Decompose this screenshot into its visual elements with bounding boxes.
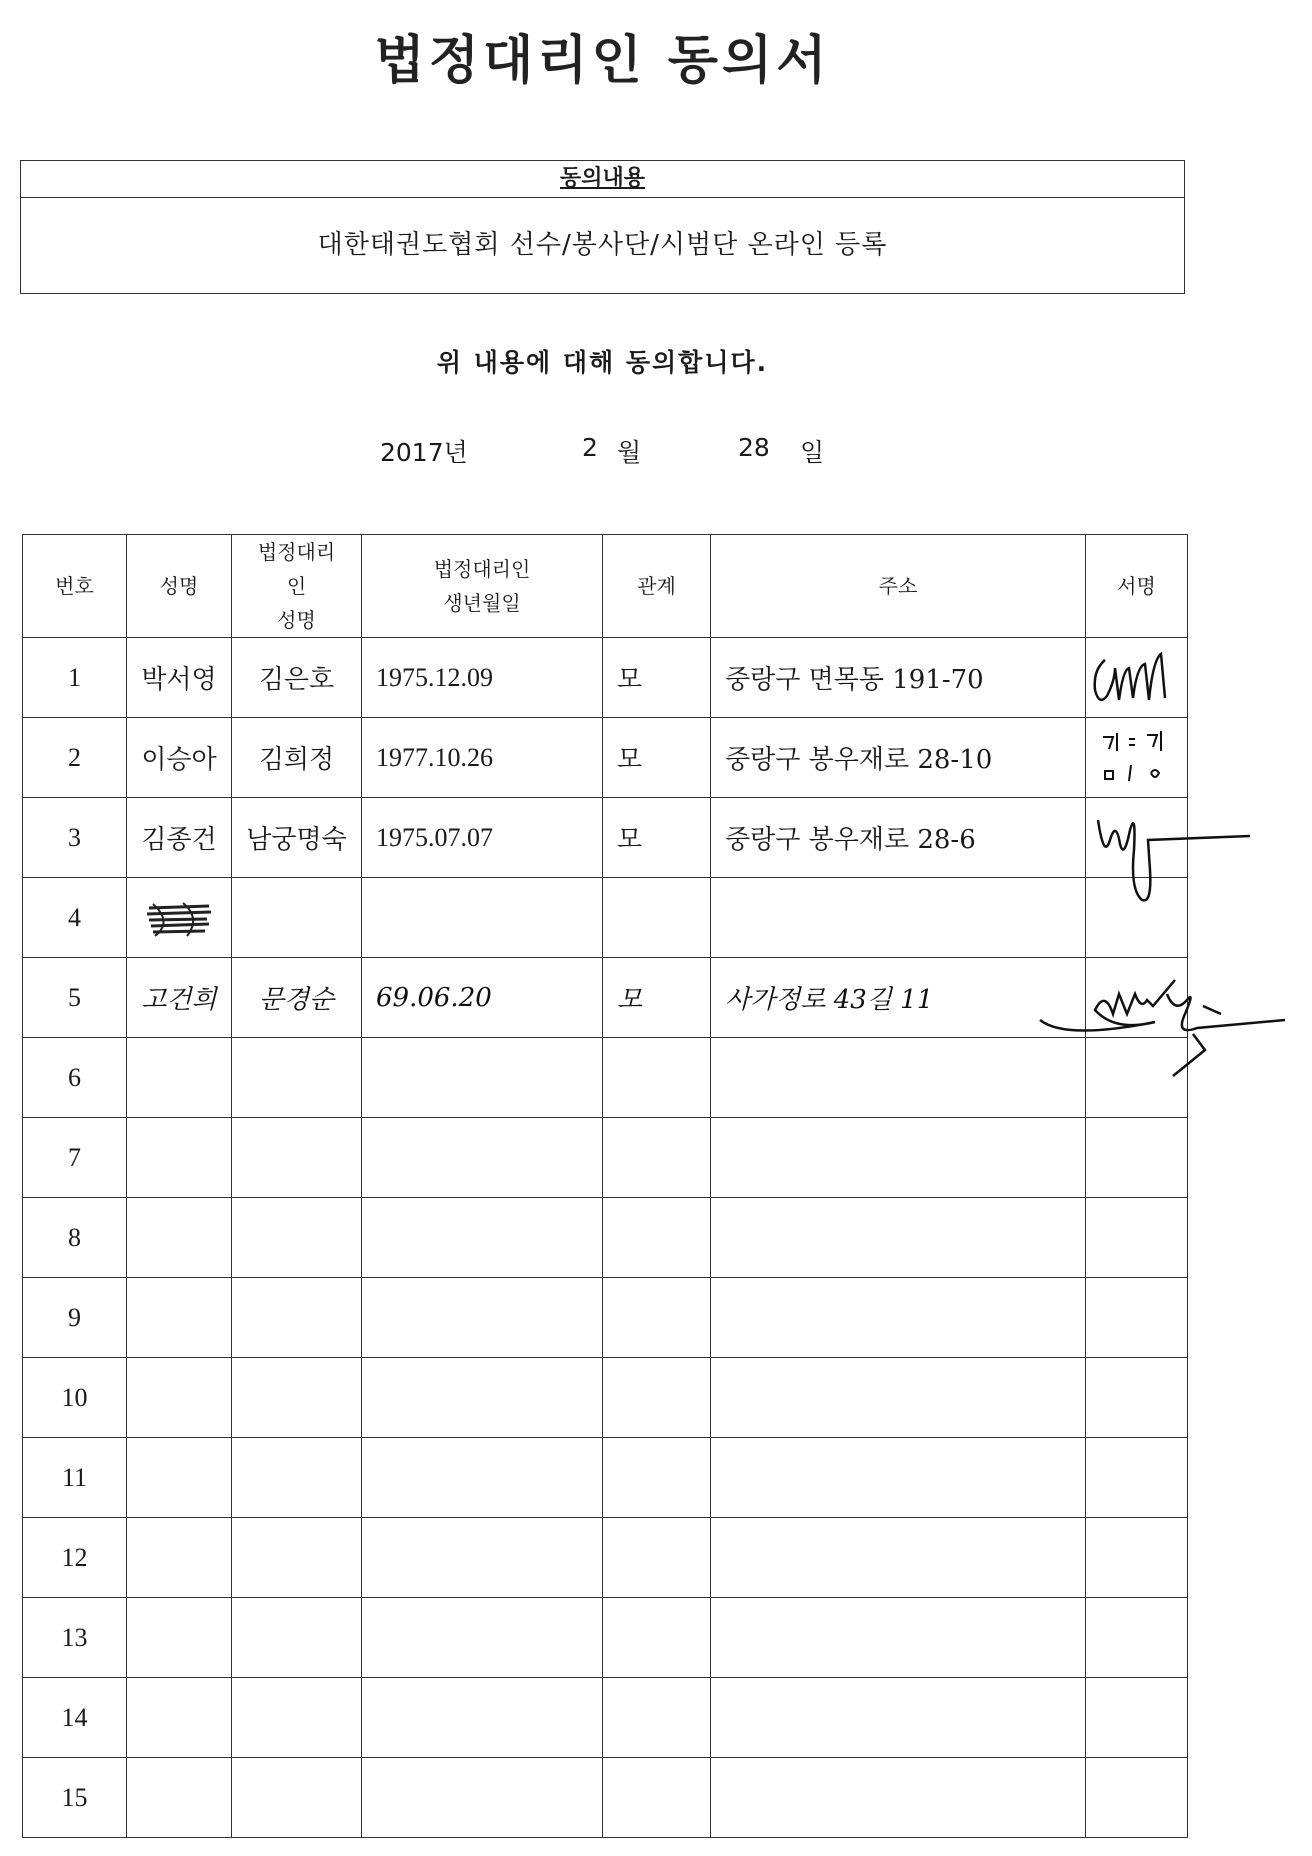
row-address xyxy=(711,1038,1086,1118)
row-relation xyxy=(603,1678,711,1758)
row-birth xyxy=(362,1198,603,1278)
row-name xyxy=(127,1758,232,1838)
row-relation xyxy=(603,878,711,958)
row-signature xyxy=(1086,718,1188,798)
row-signature xyxy=(1086,958,1188,1038)
row-guardian xyxy=(232,1438,362,1518)
table-row xyxy=(23,798,1188,878)
row-signature xyxy=(1086,1518,1188,1598)
row-signature xyxy=(1086,1198,1188,1278)
row-number: 9 xyxy=(23,1278,127,1358)
page-title: 법정대리인 동의서 xyxy=(374,31,831,91)
table-row xyxy=(23,1198,1188,1278)
row-birth xyxy=(362,1598,603,1678)
row-number: 7 xyxy=(23,1118,127,1198)
scribble-mark xyxy=(143,898,215,938)
table-row xyxy=(23,1358,1188,1438)
row-address xyxy=(711,1198,1086,1278)
row-number: 10 xyxy=(23,1358,127,1438)
header-guardian-name xyxy=(232,535,362,638)
row-guardian xyxy=(232,1758,362,1838)
row-address xyxy=(711,878,1086,958)
row-number: 8 xyxy=(23,1198,127,1278)
table-row xyxy=(23,1438,1188,1518)
header-guardian-birth-line2: 생년월일 xyxy=(443,591,521,615)
guardian-table xyxy=(22,534,1188,1838)
row-guardian xyxy=(232,1678,362,1758)
row-guardian: 문경순 xyxy=(232,958,362,1038)
row-address xyxy=(711,1118,1086,1198)
table-header-row xyxy=(23,535,1188,638)
row-address: 사가정로 43길 11 xyxy=(711,958,1086,1038)
row-birth xyxy=(362,1358,603,1438)
consent-header-label: 동의내용 xyxy=(559,166,645,191)
table-row xyxy=(23,1278,1188,1358)
row-birth xyxy=(362,1278,603,1358)
row-birth: 69.06.20 xyxy=(362,958,603,1038)
consent-content: 대한태권도협회 선수/봉사단/시범단 온라인 등록 xyxy=(317,230,888,260)
row-relation: 모 xyxy=(603,638,711,718)
row-name xyxy=(127,1198,232,1278)
row-number: 2 xyxy=(23,718,127,798)
row-name xyxy=(127,1678,232,1758)
row-birth: 1975.07.07 xyxy=(362,798,603,878)
consent-header xyxy=(21,161,1184,198)
row-address: 중랑구 봉우재로 28-10 xyxy=(711,718,1086,798)
table-row xyxy=(23,1038,1188,1118)
row-number: 6 xyxy=(23,1038,127,1118)
header-signature: 서명 xyxy=(1086,535,1188,638)
row-signature xyxy=(1086,878,1188,958)
row-address xyxy=(711,1278,1086,1358)
row-birth xyxy=(362,1758,603,1838)
row-number: 13 xyxy=(23,1598,127,1678)
consent-box xyxy=(20,160,1185,294)
table-row xyxy=(23,1758,1188,1838)
row-relation: 모 xyxy=(603,718,711,798)
row-guardian xyxy=(232,1118,362,1198)
row-signature xyxy=(1086,1038,1188,1118)
row-address: 중랑구 면목동 191-70 xyxy=(711,638,1086,718)
row-number: 5 xyxy=(23,958,127,1038)
row-guardian xyxy=(232,1038,362,1118)
row-relation xyxy=(603,1758,711,1838)
agreement-statement: 위 내용에 대해 동의합니다. xyxy=(436,348,769,377)
row-address xyxy=(711,1758,1086,1838)
row-name xyxy=(127,1358,232,1438)
header-guardian-name-line1: 법정대리 xyxy=(257,540,336,564)
row-name xyxy=(127,1438,232,1518)
row-relation: 모 xyxy=(603,958,711,1038)
table-row xyxy=(23,878,1188,958)
row-name-crossed-out xyxy=(127,878,232,958)
table-row xyxy=(23,958,1188,1038)
date-year: 2017년 xyxy=(380,438,468,467)
row-signature xyxy=(1086,798,1188,878)
table-row xyxy=(23,638,1188,718)
row-signature xyxy=(1086,1278,1188,1358)
row-signature xyxy=(1086,1438,1188,1518)
row-birth: 1975.12.09 xyxy=(362,638,603,718)
row-signature xyxy=(1086,1758,1188,1838)
row-name xyxy=(127,1278,232,1358)
row-relation xyxy=(603,1198,711,1278)
header-guardian-birth-line1: 법정대리인 xyxy=(433,557,531,581)
row-guardian xyxy=(232,1358,362,1438)
row-name xyxy=(127,1518,232,1598)
row-signature xyxy=(1086,1678,1188,1758)
header-number: 번호 xyxy=(23,535,127,638)
table-row xyxy=(23,718,1188,798)
row-number: 14 xyxy=(23,1678,127,1758)
header-guardian-name-line2: 인 xyxy=(286,574,307,598)
row-number: 1 xyxy=(23,638,127,718)
row-address xyxy=(711,1598,1086,1678)
row-guardian xyxy=(232,878,362,958)
row-birth xyxy=(362,1038,603,1118)
row-relation xyxy=(603,1278,711,1358)
row-guardian xyxy=(232,1598,362,1678)
header-name: 성명 xyxy=(127,535,232,638)
row-number: 12 xyxy=(23,1518,127,1598)
date-month-unit: 월 xyxy=(617,438,642,467)
row-birth: 1977.10.26 xyxy=(362,718,603,798)
table-row xyxy=(23,1518,1188,1598)
row-birth xyxy=(362,1438,603,1518)
row-signature xyxy=(1086,1118,1188,1198)
row-relation xyxy=(603,1038,711,1118)
row-number: 15 xyxy=(23,1758,127,1838)
row-relation xyxy=(603,1518,711,1598)
row-signature xyxy=(1086,1598,1188,1678)
row-relation xyxy=(603,1438,711,1518)
date-month: 2 xyxy=(582,433,598,462)
table-row xyxy=(23,1678,1188,1758)
row-relation xyxy=(603,1598,711,1678)
header-guardian-name-line3: 성명 xyxy=(277,608,316,632)
row-number: 3 xyxy=(23,798,127,878)
row-relation xyxy=(603,1118,711,1198)
table-row xyxy=(23,1598,1188,1678)
row-address: 중랑구 봉우재로 28-6 xyxy=(711,798,1086,878)
row-birth xyxy=(362,878,603,958)
row-address xyxy=(711,1678,1086,1758)
row-number: 4 xyxy=(23,878,127,958)
row-address xyxy=(711,1518,1086,1598)
row-guardian xyxy=(232,1198,362,1278)
row-guardian: 김희정 xyxy=(232,718,362,798)
row-signature xyxy=(1086,1358,1188,1438)
row-birth xyxy=(362,1518,603,1598)
row-guardian: 남궁명숙 xyxy=(232,798,362,878)
row-signature xyxy=(1086,638,1188,718)
row-name: 이승아 xyxy=(127,718,232,798)
row-number: 11 xyxy=(23,1438,127,1518)
row-name: 김종건 xyxy=(127,798,232,878)
row-address xyxy=(711,1438,1086,1518)
row-name xyxy=(127,1038,232,1118)
row-name xyxy=(127,1118,232,1198)
row-name xyxy=(127,1598,232,1678)
row-guardian xyxy=(232,1278,362,1358)
date-day: 28 xyxy=(738,433,770,462)
header-guardian-birth xyxy=(362,535,603,638)
row-guardian: 김은호 xyxy=(232,638,362,718)
row-address xyxy=(711,1358,1086,1438)
row-name: 박서영 xyxy=(127,638,232,718)
row-name: 고건희 xyxy=(127,958,232,1038)
date-day-unit: 일 xyxy=(800,438,825,467)
table-row xyxy=(23,1118,1188,1198)
row-relation: 모 xyxy=(603,798,711,878)
header-address: 주소 xyxy=(711,535,1086,638)
header-relation: 관계 xyxy=(603,535,711,638)
row-relation xyxy=(603,1358,711,1438)
row-birth xyxy=(362,1118,603,1198)
row-guardian xyxy=(232,1518,362,1598)
row-birth xyxy=(362,1678,603,1758)
